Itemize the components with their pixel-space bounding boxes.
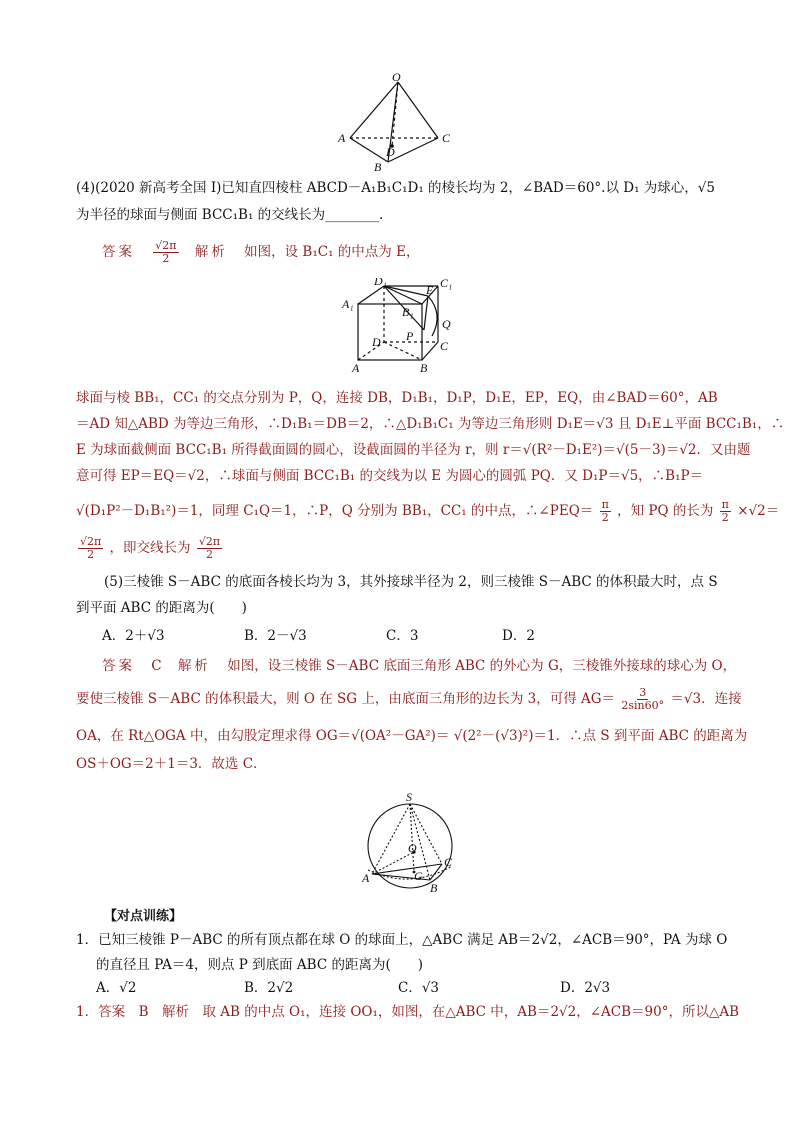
fig2-label-b: B xyxy=(420,361,428,374)
q5-stem-line-1: (5)三棱锥 S－ABC 的底面各棱长均为 3，其外接球半径为 2，则三棱锥 S－ABC 的体积最大时，点 S xyxy=(104,574,718,590)
q4-final-fraction: $\frac{√2\pi}{2}$ xyxy=(198,535,221,561)
q4-angle-fraction: $\frac{\pi}{2}$ xyxy=(601,498,609,524)
figure-sphere-pyramid xyxy=(356,790,466,900)
fig2-label-a: A xyxy=(352,361,360,374)
fig2-label-a1: A₁ xyxy=(342,297,354,311)
q5-option-a[interactable]: A．2＋√3 xyxy=(102,628,165,644)
fig1-label-c: C xyxy=(442,131,451,145)
q4-solution-line-5: √(D₁P²－D₁B₁²)＝1，同理 C₁Q＝1，∴P，Q 分别为 BB₁，CC₁ 的中点，∴∠PEQ＝ $\frac{\pi}{2}$ ，知 PQ 的长为 $\frac{\pi}{2}$ ×√2＝ xyxy=(76,498,780,524)
training-option-c[interactable]: C．√3 xyxy=(398,980,440,996)
fig2-label-b1: B₁ xyxy=(402,305,414,319)
training-option-b[interactable]: B．2√2 xyxy=(244,980,294,996)
training-q1-line-2: 的直径且 PA＝4，则点 P 到底面 ABC 的距离为( ) xyxy=(96,957,424,973)
figure-prism xyxy=(340,278,460,374)
fig3-label-g: G xyxy=(414,869,423,883)
q4-analysis-label: 解析 xyxy=(194,244,228,260)
q4-solution-line-1: 球面与棱 BB₁，CC₁ 的交点分别为 P，Q，连接 DB，D₁B₁，D₁P，D₁E，EP，EQ，由∠BAD＝60°，AB xyxy=(76,390,718,406)
q4-analysis-intro: 如图，设 B₁C₁ 的中点为 E， xyxy=(244,244,420,260)
q5-answer-value: C xyxy=(151,658,162,674)
training-option-a[interactable]: A．√2 xyxy=(96,980,137,996)
q4-stem-line-1: (4)(2020 新高考全国 I)已知直四棱柱 ABCD－A₁B₁C₁D₁ 的棱长均为 2，∠BAD＝60°.以 D₁ 为球心，√5 xyxy=(76,180,715,196)
q4-arc-fraction: $\frac{\pi}{2}$ xyxy=(721,498,729,524)
training-q1-options xyxy=(96,978,636,998)
q5-solution-line-2: 要使三棱锥 S－ABC 的体积最大，则 O 在 SG 上，由底面三角形的边长为 3，可得 AG＝ $\frac{3}{2\sin 60^\circ}$ ＝√3．连接 xyxy=(76,686,742,712)
q4-solution-line-3: E 为球面截侧面 BCC₁B₁ 所得截面圆的圆心，设截面圆的半径为 r，则 r＝√(R²－D₁E²)＝√(5－3)＝√2．又由题 xyxy=(76,442,751,458)
q5-options xyxy=(102,626,542,646)
fig2-label-d1: D₁ xyxy=(374,278,387,288)
q4-solution-line-4: 意可得 EP＝EQ＝√2，∴球面与侧面 BCC₁B₁ 的交线为以 E 为圆心的圆弧 PQ．又 D₁P＝√5，∴B₁P＝ xyxy=(76,468,704,484)
fig1-label-d: D xyxy=(386,145,395,159)
q5-answer-line xyxy=(102,656,736,676)
q4-result-fraction: $\frac{√2\pi}{2}$ xyxy=(80,535,102,561)
fig1-label-o: O xyxy=(392,72,401,84)
q5-solution-line-4: OS＋OG＝2＋1＝3．故选 C． xyxy=(76,756,267,772)
q5-option-d[interactable]: D．2 xyxy=(502,628,535,644)
figure-tetrahedron xyxy=(330,72,460,172)
fig3-label-b: B xyxy=(430,881,438,895)
fig3-label-s: S xyxy=(406,790,412,804)
q4-solution-line-2: ＝AD 知△ABD 为等边三角形，∴D₁B₁＝DB＝2，∴△D₁B₁C₁ 为等边三角形则 D₁E＝√3 且 D₁E⊥平面 BCC₁B₁，∴ xyxy=(76,416,785,432)
q5-option-c[interactable]: C．3 xyxy=(386,628,419,644)
fig2-label-c1: C₁ xyxy=(440,278,453,290)
q4-answer-fraction: $\frac{√2\pi}{2}$ xyxy=(155,239,177,265)
fig2-label-c: C xyxy=(440,339,449,353)
q5-option-b[interactable]: B．2－√3 xyxy=(244,628,307,644)
q5-answer-label: 答案 xyxy=(102,658,135,674)
training-heading: 【对点训练】 xyxy=(104,909,183,924)
fig2-label-e: E xyxy=(426,283,434,297)
q5-stem-line-2: 到平面 ABC 的距离为( ) xyxy=(76,600,247,616)
q4-stem-line-2: 为半径的球面与侧面 BCC₁B₁ 的交线长为________． xyxy=(76,207,393,223)
q5-analysis-label: 解析 xyxy=(177,658,211,674)
training-q1-answer: 1．答案 B 解析 取 AB 的中点 O₁，连接 OO₁，如图，在△ABC 中，AB＝2√2，∠ACB＝90°，所以△AB xyxy=(76,1004,740,1020)
q5-solution-line-1: 如图，设三棱锥 S－ABC 底面三角形 ABC 的外心为 G，三棱锥外接球的球心为 O， xyxy=(227,658,737,674)
q4-answer-line xyxy=(102,238,419,266)
fig2-label-d: D xyxy=(372,335,381,349)
fig1-label-a: A xyxy=(338,131,346,145)
fig1-label-b: B xyxy=(374,160,382,172)
fig2-label-p: P xyxy=(406,329,414,343)
q4-answer-label: 答案 xyxy=(102,244,135,260)
fig3-label-o: O xyxy=(408,841,417,855)
fig3-label-c: C xyxy=(444,855,453,869)
q5-ag-fraction: $\frac{3}{2\sin 60^\circ}$ xyxy=(621,686,665,712)
q5-solution-line-3: OA，在 Rt△OGA 中，由勾股定理求得 OG＝√(OA²－GA²)＝ √(2²－(√3)²)＝1．∴点 S 到平面 ABC 的距离为 xyxy=(76,728,748,744)
training-option-d[interactable]: D．2√3 xyxy=(560,980,611,996)
q4-solution-line-6: $\frac{√2\pi}{2}$ ，即交线长为 $\frac{√2\pi}{2}$ xyxy=(80,535,221,561)
fig3-label-a: A xyxy=(362,871,370,885)
fig2-label-q: Q xyxy=(442,317,451,331)
training-q1-line-1: 1．已知三棱锥 P－ABC 的所有顶点都在球 O 的球面上，△ABC 满足 AB＝2√2，∠ACB＝90°，PA 为球 O xyxy=(76,932,728,948)
